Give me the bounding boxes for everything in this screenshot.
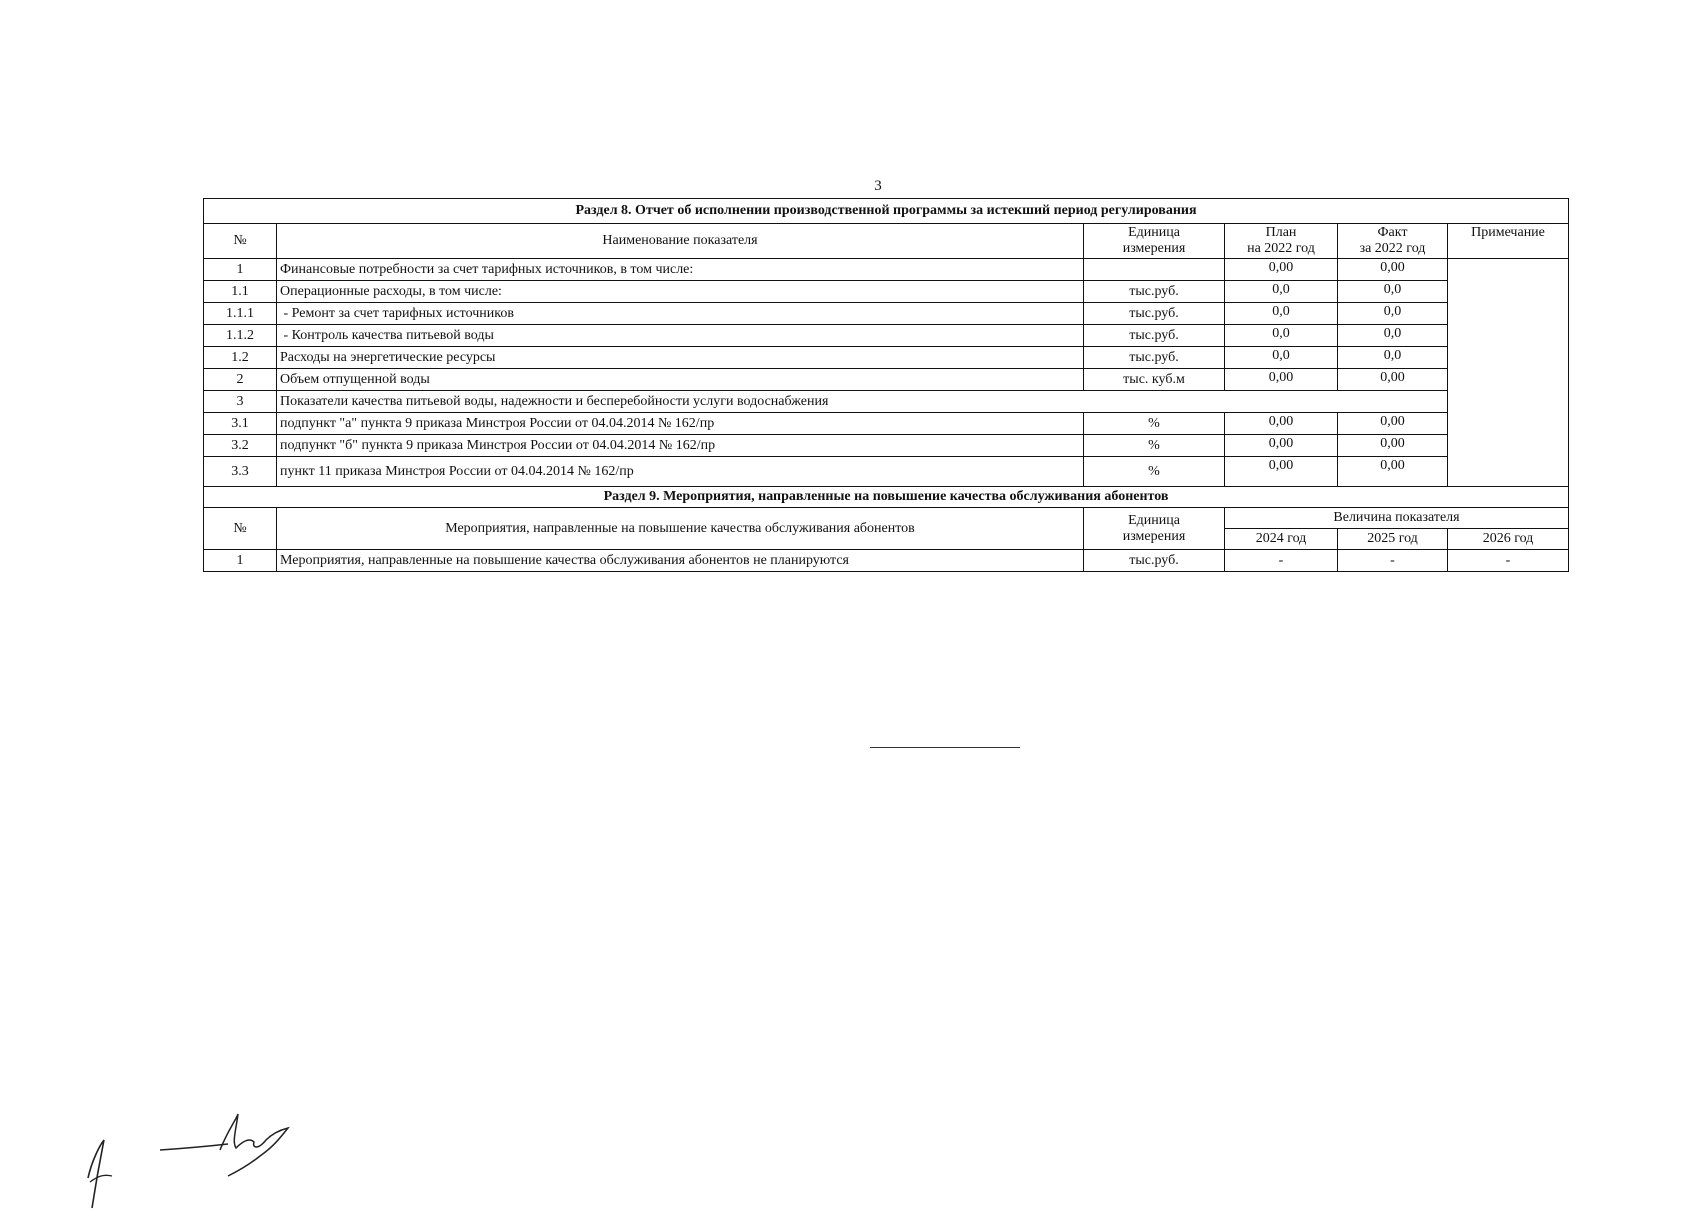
row-name: Объем отпущенной воды	[277, 369, 1084, 391]
header-plan-line1: План	[1265, 225, 1297, 240]
page-number: 3	[874, 178, 882, 194]
row-plan: 0,0	[1225, 347, 1338, 369]
row-num: 1.1.1	[204, 303, 277, 325]
header-fact-line2: за 2022 год	[1359, 241, 1426, 257]
table-row	[204, 281, 1569, 303]
table-row	[204, 550, 1569, 572]
row-name: - Контроль качества питьевой воды	[277, 325, 1084, 347]
row-name: подпункт "а" пункта 9 приказа Минстроя России от 04.04.2014 № 162/пр	[277, 413, 1084, 435]
header-plan	[1225, 224, 1338, 259]
row-plan: 0,0	[1225, 303, 1338, 325]
header-year-2024: 2024 год	[1225, 529, 1338, 550]
row-fact: 0,00	[1338, 369, 1448, 391]
table-row	[204, 347, 1569, 369]
row-num: 2	[204, 369, 277, 391]
row-unit: тыс. куб.м	[1084, 369, 1225, 391]
header-unit-line1: Единица	[1128, 512, 1180, 528]
header-unit-line2: измерения	[1122, 528, 1186, 544]
row-fact: 0,0	[1338, 347, 1448, 369]
row-year-2024: -	[1225, 550, 1338, 572]
header-unit	[1084, 508, 1225, 550]
row-plan: 0,00	[1225, 259, 1338, 281]
row-num: 1.1	[204, 281, 277, 303]
row-fact: 0,00	[1338, 259, 1448, 281]
row-name: Финансовые потребности за счет тарифных источников, в том числе:	[277, 259, 1084, 281]
table-row	[204, 369, 1569, 391]
row-plan: 0,00	[1225, 413, 1338, 435]
row-num: 3.2	[204, 435, 277, 457]
row-num: 3.3	[204, 457, 277, 487]
row-plan: 0,0	[1225, 281, 1338, 303]
row-unit: %	[1084, 457, 1225, 487]
header-value: Величина показателя	[1225, 508, 1569, 529]
row-num: 1	[204, 259, 277, 281]
row-fact: 0,00	[1338, 413, 1448, 435]
section9-title-row	[204, 487, 1569, 508]
section9-header-row	[204, 508, 1569, 529]
note-cell	[1448, 259, 1569, 487]
header-unit-line1: Единица	[1128, 225, 1180, 240]
header-name: Наименование показателя	[277, 224, 1084, 259]
header-num: №	[204, 508, 277, 550]
table-row	[204, 391, 1569, 413]
row-fact: 0,0	[1338, 281, 1448, 303]
header-year-2025: 2025 год	[1338, 529, 1448, 550]
row-unit	[1084, 259, 1225, 281]
row-num: 1.1.2	[204, 325, 277, 347]
table-row	[204, 259, 1569, 281]
row-num: 1	[204, 550, 277, 572]
row-unit: тыс.руб.	[1084, 347, 1225, 369]
row-plan: 0,0	[1225, 325, 1338, 347]
row-name: Операционные расходы, в том числе:	[277, 281, 1084, 303]
row-unit: тыс.руб.	[1084, 550, 1225, 572]
row-name: Расходы на энергетические ресурсы	[277, 347, 1084, 369]
header-fact-line1: Факт	[1377, 225, 1408, 240]
row-plan: 0,00	[1225, 435, 1338, 457]
row-plan: 0,00	[1225, 369, 1338, 391]
row-unit: %	[1084, 413, 1225, 435]
row-name: подпункт "б" пункта 9 приказа Минстроя России от 04.04.2014 № 162/пр	[277, 435, 1084, 457]
row-unit: %	[1084, 435, 1225, 457]
header-fact	[1338, 224, 1448, 259]
row-year-2026: -	[1448, 550, 1569, 572]
table-row	[204, 413, 1569, 435]
section8-header-row	[204, 224, 1569, 259]
header-num: №	[204, 224, 277, 259]
row-name: Показатели качества питьевой воды, надежности и бесперебойности услуги водоснабжения	[277, 391, 1448, 413]
table-row	[204, 457, 1569, 487]
row-fact: 0,0	[1338, 325, 1448, 347]
row-num: 1.2	[204, 347, 277, 369]
header-unit	[1084, 224, 1225, 259]
section9-title: Раздел 9. Мероприятия, направленные на повышение качества обслуживания абонентов	[204, 487, 1569, 508]
table-row	[204, 325, 1569, 347]
row-unit: тыс.руб.	[1084, 281, 1225, 303]
header-name: Мероприятия, направленные на повышение качества обслуживания абонентов	[277, 508, 1084, 550]
divider-line	[870, 747, 1020, 748]
report-table	[203, 198, 1569, 572]
row-name: - Ремонт за счет тарифных источников	[277, 303, 1084, 325]
row-unit: тыс.руб.	[1084, 325, 1225, 347]
row-fact: 0,00	[1338, 435, 1448, 457]
table-row	[204, 435, 1569, 457]
row-num: 3.1	[204, 413, 277, 435]
header-plan-line2: на 2022 год	[1247, 241, 1315, 257]
row-unit: тыс.руб.	[1084, 303, 1225, 325]
row-plan: 0,00	[1225, 457, 1338, 487]
header-unit-line2: измерения	[1122, 241, 1186, 257]
section8-title: Раздел 8. Отчет об исполнении производственной программы за истекший период регулирования	[204, 199, 1569, 224]
header-year-2026: 2026 год	[1448, 529, 1569, 550]
table-row	[204, 303, 1569, 325]
row-fact: 0,0	[1338, 303, 1448, 325]
header-note: Примечание	[1448, 224, 1569, 259]
handwritten-signature	[60, 1090, 300, 1210]
row-name: пункт 11 приказа Минстроя России от 04.04.2014 № 162/пр	[277, 457, 1084, 487]
row-num: 3	[204, 391, 277, 413]
row-name: Мероприятия, направленные на повышение качества обслуживания абонентов не планируются	[277, 550, 1084, 572]
row-fact: 0,00	[1338, 457, 1448, 487]
row-year-2025: -	[1338, 550, 1448, 572]
section8-title-row	[204, 199, 1569, 224]
